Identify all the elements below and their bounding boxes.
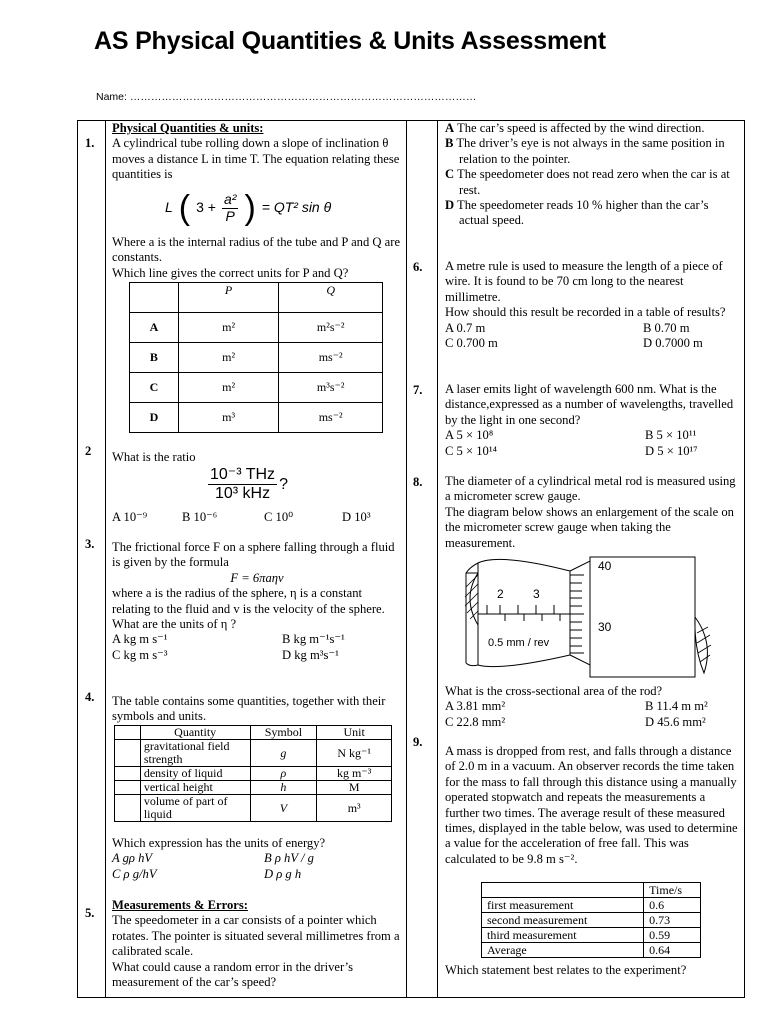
equation: L ( 3 + $\frac{\text{a²}}{P}$ ) = QT² sin θ (165, 189, 332, 227)
thimble-label: 40 (598, 559, 612, 573)
question-5-options (445, 121, 741, 229)
eq-term: = QT² sin θ (261, 199, 332, 216)
question-text: A metre rule is used to measure the length of a piece of wire. It is found to be 70 cm long to the nearest millimetre. (445, 259, 723, 304)
formula: F = 6πaην (230, 570, 284, 585)
option-d[interactable]: D 0.7000 m (643, 336, 703, 351)
question-text: What is the cross-sectional area of the rod? (445, 684, 663, 698)
option-a[interactable]: A The car’s speed is affected by the wind direction. (445, 121, 705, 135)
question-text: What could cause a random error in the driver’s measurement of the car’s speed? (112, 959, 354, 990)
name-field[interactable]: Name: ……………………………………………………………………………………… (96, 91, 477, 103)
question-2 (112, 450, 402, 465)
scale-label: 3 (533, 587, 540, 601)
option-b[interactable]: B 11.4 m m² (645, 699, 708, 714)
eq-term: L (165, 199, 173, 216)
question-number: 4. (85, 690, 95, 704)
question-text: A laser emits light of wavelength 600 nm. What is the distance,expressed as a number of wavelengths, travelled by the light in one second? (445, 382, 734, 427)
question-text: How should this result be recorded in a table of results? (445, 305, 726, 320)
question-text: The table contains some quantities, together with their symbols and units. (112, 694, 386, 724)
question-number: 9. (413, 735, 423, 749)
question-number: 2 (85, 444, 92, 458)
question-text: A mass is dropped from rest, and falls through a distance of 2.0 m in a vacuum. An observer records the time taken for the mass to fall through this distance using a manually operated stopwatch and repeats the measurements a further two times. The average result of these measured times, displayed in the table below, was used to determine a value for the acceleration of free fall. This was calculated to be 9.8 m s⁻². (445, 744, 738, 866)
options (112, 510, 392, 525)
question-8-options (445, 684, 741, 730)
divider (406, 120, 407, 998)
question-number: 5. (85, 906, 95, 920)
question-number: 8. (413, 475, 423, 489)
quantities-table: Quantity Symbol Unit gravitational field strength g N kg⁻¹ density of liquid ρ kg m⁻³ vertical height h M volume of part of liquid V m³ (114, 725, 392, 822)
option-d[interactable]: D 45.6 mm² (645, 714, 706, 729)
divider (105, 120, 106, 998)
question-number: 7. (413, 383, 423, 397)
question-9-prompt (445, 963, 741, 978)
question-4 (112, 694, 402, 725)
option-d[interactable]: D kg m³s⁻¹ (282, 647, 339, 662)
ratio-fraction: $\frac{\text{10⁻³ THz}}{\text{10³ kHz}}$ ? (210, 466, 288, 502)
option-b[interactable]: B kg m⁻¹s⁻¹ (282, 632, 345, 647)
option-d[interactable]: D The speedometer reads 10 % higher than the car’s actual speed. (445, 198, 709, 228)
question-8 (445, 474, 741, 551)
option-c[interactable]: C 10⁰ (264, 510, 294, 524)
section-heading: Measurements & Errors: (112, 898, 248, 912)
question-text: The diagram below shows an enlargement of the scale on the micrometer screw gauge when taking the measurement. (445, 504, 734, 550)
question-text: What are the units of η ? (112, 617, 237, 632)
question-number: 1. (85, 136, 95, 150)
options (445, 699, 741, 730)
divider (437, 120, 438, 998)
micrometer-diagram (460, 553, 732, 683)
option-a[interactable]: A 10⁻⁹ (112, 510, 148, 524)
option-b[interactable]: B ρ hV / g (264, 851, 314, 866)
thimble-scale-ticks (570, 575, 584, 653)
options (445, 428, 741, 459)
units-table: P Q A m² m²s⁻² B m² ms⁻² C m² m³s⁻² D m³ ms⁻² (129, 282, 383, 433)
option-c[interactable]: C 5 × 10¹⁴ (445, 443, 498, 458)
question-text: Which line gives the correct units for P and Q? (112, 265, 349, 280)
option-b[interactable]: B 10⁻⁶ (182, 510, 218, 524)
options (112, 632, 402, 663)
option-b[interactable]: B 0.70 m (643, 320, 690, 335)
option-c[interactable]: C 0.700 m (445, 336, 498, 351)
times-table: Time/s first measurement 0.6 second measurement 0.73 third measurement 0.59 Average 0.64 (481, 882, 701, 958)
option-a[interactable]: A kg m s⁻¹ (112, 632, 168, 647)
option-a[interactable]: A 0.7 m (445, 320, 486, 335)
question-text: What is the ratio (112, 450, 196, 464)
question-4-options (112, 836, 402, 882)
question-6 (445, 259, 741, 351)
question-text: Where a is the internal radius of the tube and P and Q are constants. (112, 235, 401, 265)
question-1 (112, 121, 402, 183)
option-c[interactable]: C The speedometer does not read zero when the car is at rest. (445, 167, 730, 197)
option-d[interactable]: D ρ g h (264, 866, 302, 881)
question-number: 3. (85, 537, 95, 551)
pitch-label: 0.5 mm / rev (488, 637, 550, 649)
question-3 (112, 540, 402, 663)
options (112, 851, 402, 882)
question-text: Which expression has the units of energy? (112, 836, 326, 850)
section-heading: Physical Quantities & units: (112, 121, 264, 135)
eq-term: 3 + (196, 199, 216, 216)
option-a[interactable]: A 5 × 10⁸ (445, 428, 494, 443)
question-1-text (112, 235, 402, 281)
option-c[interactable]: C ρ g/hV (112, 866, 157, 881)
option-d[interactable]: D 5 × 10¹⁷ (645, 443, 698, 458)
page-title: AS Physical Quantities & Units Assessment (94, 27, 606, 55)
question-text: The frictional force F on a sphere falling through a fluid is given by the formula (112, 540, 395, 570)
question-text: The diameter of a cylindrical metal rod is measured using a micrometer screw gauge. (445, 474, 736, 504)
options (445, 321, 741, 352)
option-d[interactable]: D 10³ (342, 510, 371, 524)
question-text: Which statement best relates to the experiment? (445, 963, 687, 977)
eq-fraction: $\frac{\text{a²}}{P}$ (223, 191, 237, 224)
thimble-label: 30 (598, 620, 612, 634)
question-text: where a is the radius of the sphere, η is a constant relating to the fluid and v is the velocity of the sphere. (112, 586, 385, 616)
option-a[interactable]: A 3.81 mm² (445, 699, 506, 714)
option-b[interactable]: B The driver’s eye is not always in the same position in relation to the pointer. (445, 136, 725, 166)
question-text: A cylindrical tube rolling down a slope of inclination θ moves a distance L in time T. The equation relating these quantities is (112, 136, 400, 182)
question-text: The speedometer in a car consists of a pointer which rotates. The pointer is situated several millimetres from a calibrated scale. (112, 913, 400, 959)
question-7 (445, 382, 741, 459)
option-b[interactable]: B 5 × 10¹¹ (645, 428, 697, 443)
main-scale-ticks (487, 605, 560, 621)
option-a[interactable]: A gρ hV (112, 851, 153, 866)
option-c[interactable]: C 22.8 mm² (445, 714, 506, 729)
question-5 (112, 898, 402, 990)
question-9 (445, 744, 741, 867)
option-c[interactable]: C kg m s⁻³ (112, 647, 168, 662)
scale-label: 2 (497, 587, 504, 601)
question-number: 6. (413, 260, 423, 274)
